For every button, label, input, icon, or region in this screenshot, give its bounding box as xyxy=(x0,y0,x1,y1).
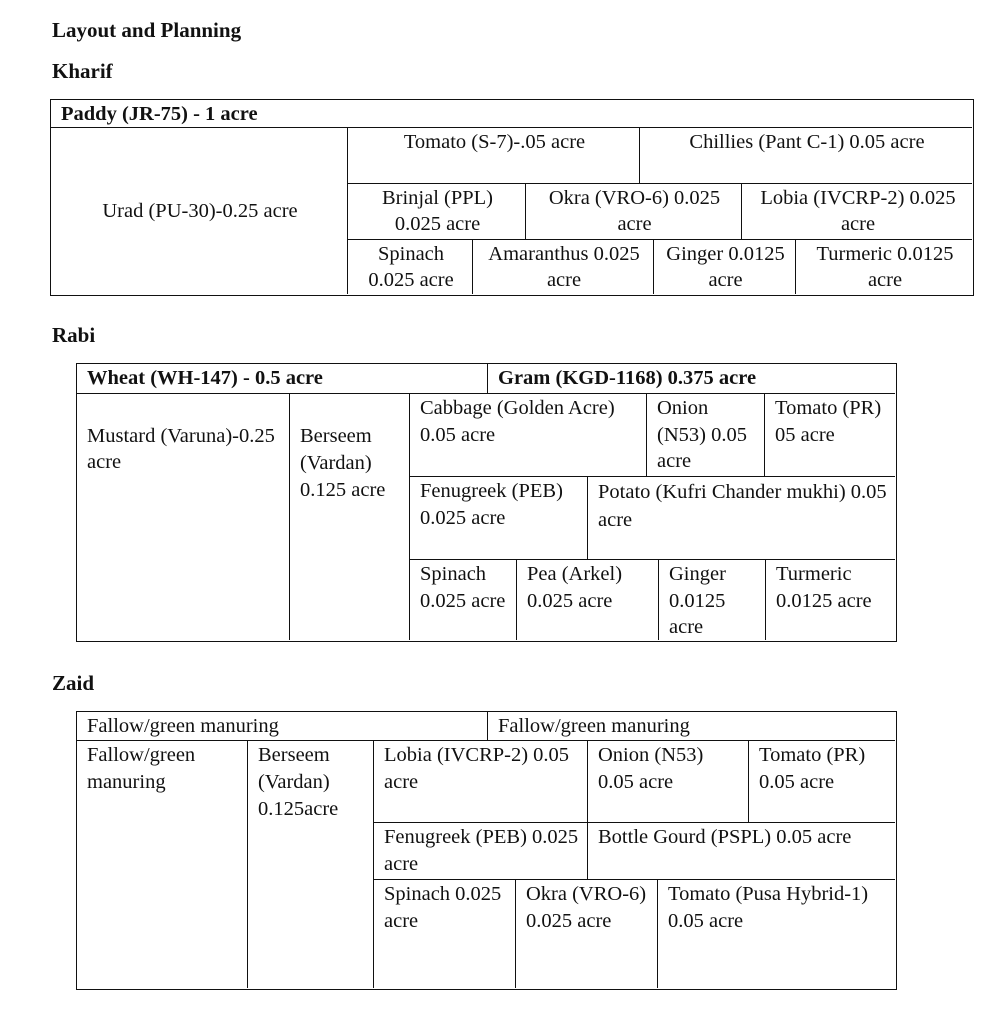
zaid-cell-fenugreek: Fenugreek (PEB) 0.025 acre xyxy=(374,823,588,880)
zaid-header-fallow-right: Fallow/green manuring xyxy=(488,712,895,741)
zaid-layout-table xyxy=(76,711,897,990)
zaid-cell-berseem: Berseem (Vardan) 0.125acre xyxy=(248,741,374,988)
kharif-cell-urad: Urad (PU-30)-0.25 acre xyxy=(51,128,348,294)
kharif-cell-lobia: Lobia (IVCRP-2) 0.025 acre xyxy=(742,184,972,240)
rabi-heading: Rabi xyxy=(52,323,96,347)
page-title: Layout and Planning xyxy=(52,18,242,42)
zaid-heading: Zaid xyxy=(52,671,95,695)
rabi-cell-tomato: Tomato (PR) 05 acre xyxy=(765,394,895,477)
zaid-cell-fallow: Fallow/green manuring xyxy=(77,741,248,988)
zaid-cell-tomato-pr: Tomato (PR) 0.05 acre xyxy=(749,741,895,823)
zaid-cell-onion: Onion (N53) 0.05 acre xyxy=(588,741,749,823)
zaid-header-fallow-left: Fallow/green manuring xyxy=(77,712,488,741)
zaid-cell-spinach: Spinach 0.025 acre xyxy=(374,880,516,988)
zaid-cell-bottle-gourd: Bottle Gourd (PSPL) 0.05 acre xyxy=(588,823,895,880)
kharif-heading: Kharif xyxy=(52,59,113,83)
kharif-cell-tomato: Tomato (S-7)-.05 acre xyxy=(348,128,640,184)
rabi-cell-ginger: Ginger 0.0125 acre xyxy=(659,560,766,640)
rabi-cell-cabbage: Cabbage (Golden Acre) 0.05 acre xyxy=(410,394,647,477)
kharif-cell-spinach: Spinach 0.025 acre xyxy=(348,240,473,294)
kharif-cell-amaranthus: Amaranthus 0.025 acre xyxy=(473,240,654,294)
rabi-cell-spinach: Spinach 0.025 acre xyxy=(410,560,517,640)
kharif-cell-okra: Okra (VRO-6) 0.025 acre xyxy=(526,184,742,240)
rabi-cell-onion: Onion (N53) 0.05 acre xyxy=(647,394,765,477)
rabi-cell-berseem: Berseem (Vardan) 0.125 acre xyxy=(290,394,410,640)
kharif-cell-turmeric: Turmeric 0.0125 acre xyxy=(816,243,954,291)
kharif-layout-table xyxy=(50,99,974,296)
zaid-cell-lobia: Lobia (IVCRP-2) 0.05 acre xyxy=(374,741,588,823)
rabi-cell-fenugreek: Fenugreek (PEB) 0.025 acre xyxy=(410,477,588,560)
zaid-cell-okra: Okra (VRO-6) 0.025 acre xyxy=(516,880,658,988)
rabi-cell-mustard: Mustard (Varuna)-0.25 acre xyxy=(77,394,290,640)
rabi-header-gram: Gram (KGD-1168) 0.375 acre xyxy=(488,364,895,394)
rabi-cell-potato: Potato (Kufri Chander mukhi) 0.05 acre xyxy=(588,477,895,560)
rabi-layout-table xyxy=(76,363,897,642)
kharif-cell-ginger: Ginger 0.0125 acre xyxy=(654,240,796,294)
kharif-header-paddy: Paddy (JR-75) - 1 acre xyxy=(51,100,972,128)
rabi-cell-turmeric: Turmeric 0.0125 acre xyxy=(776,563,872,612)
zaid-cell-tomato-pusa: Tomato (Pusa Hybrid-1) 0.05 acre xyxy=(668,883,869,932)
kharif-cell-chillies: Chillies (Pant C-1) 0.05 acre xyxy=(640,128,972,184)
rabi-cell-pea: Pea (Arkel) 0.025 acre xyxy=(517,560,659,640)
rabi-header-wheat: Wheat (WH-147) - 0.5 acre xyxy=(77,364,488,394)
kharif-cell-brinjal: Brinjal (PPL) 0.025 acre xyxy=(348,184,526,240)
